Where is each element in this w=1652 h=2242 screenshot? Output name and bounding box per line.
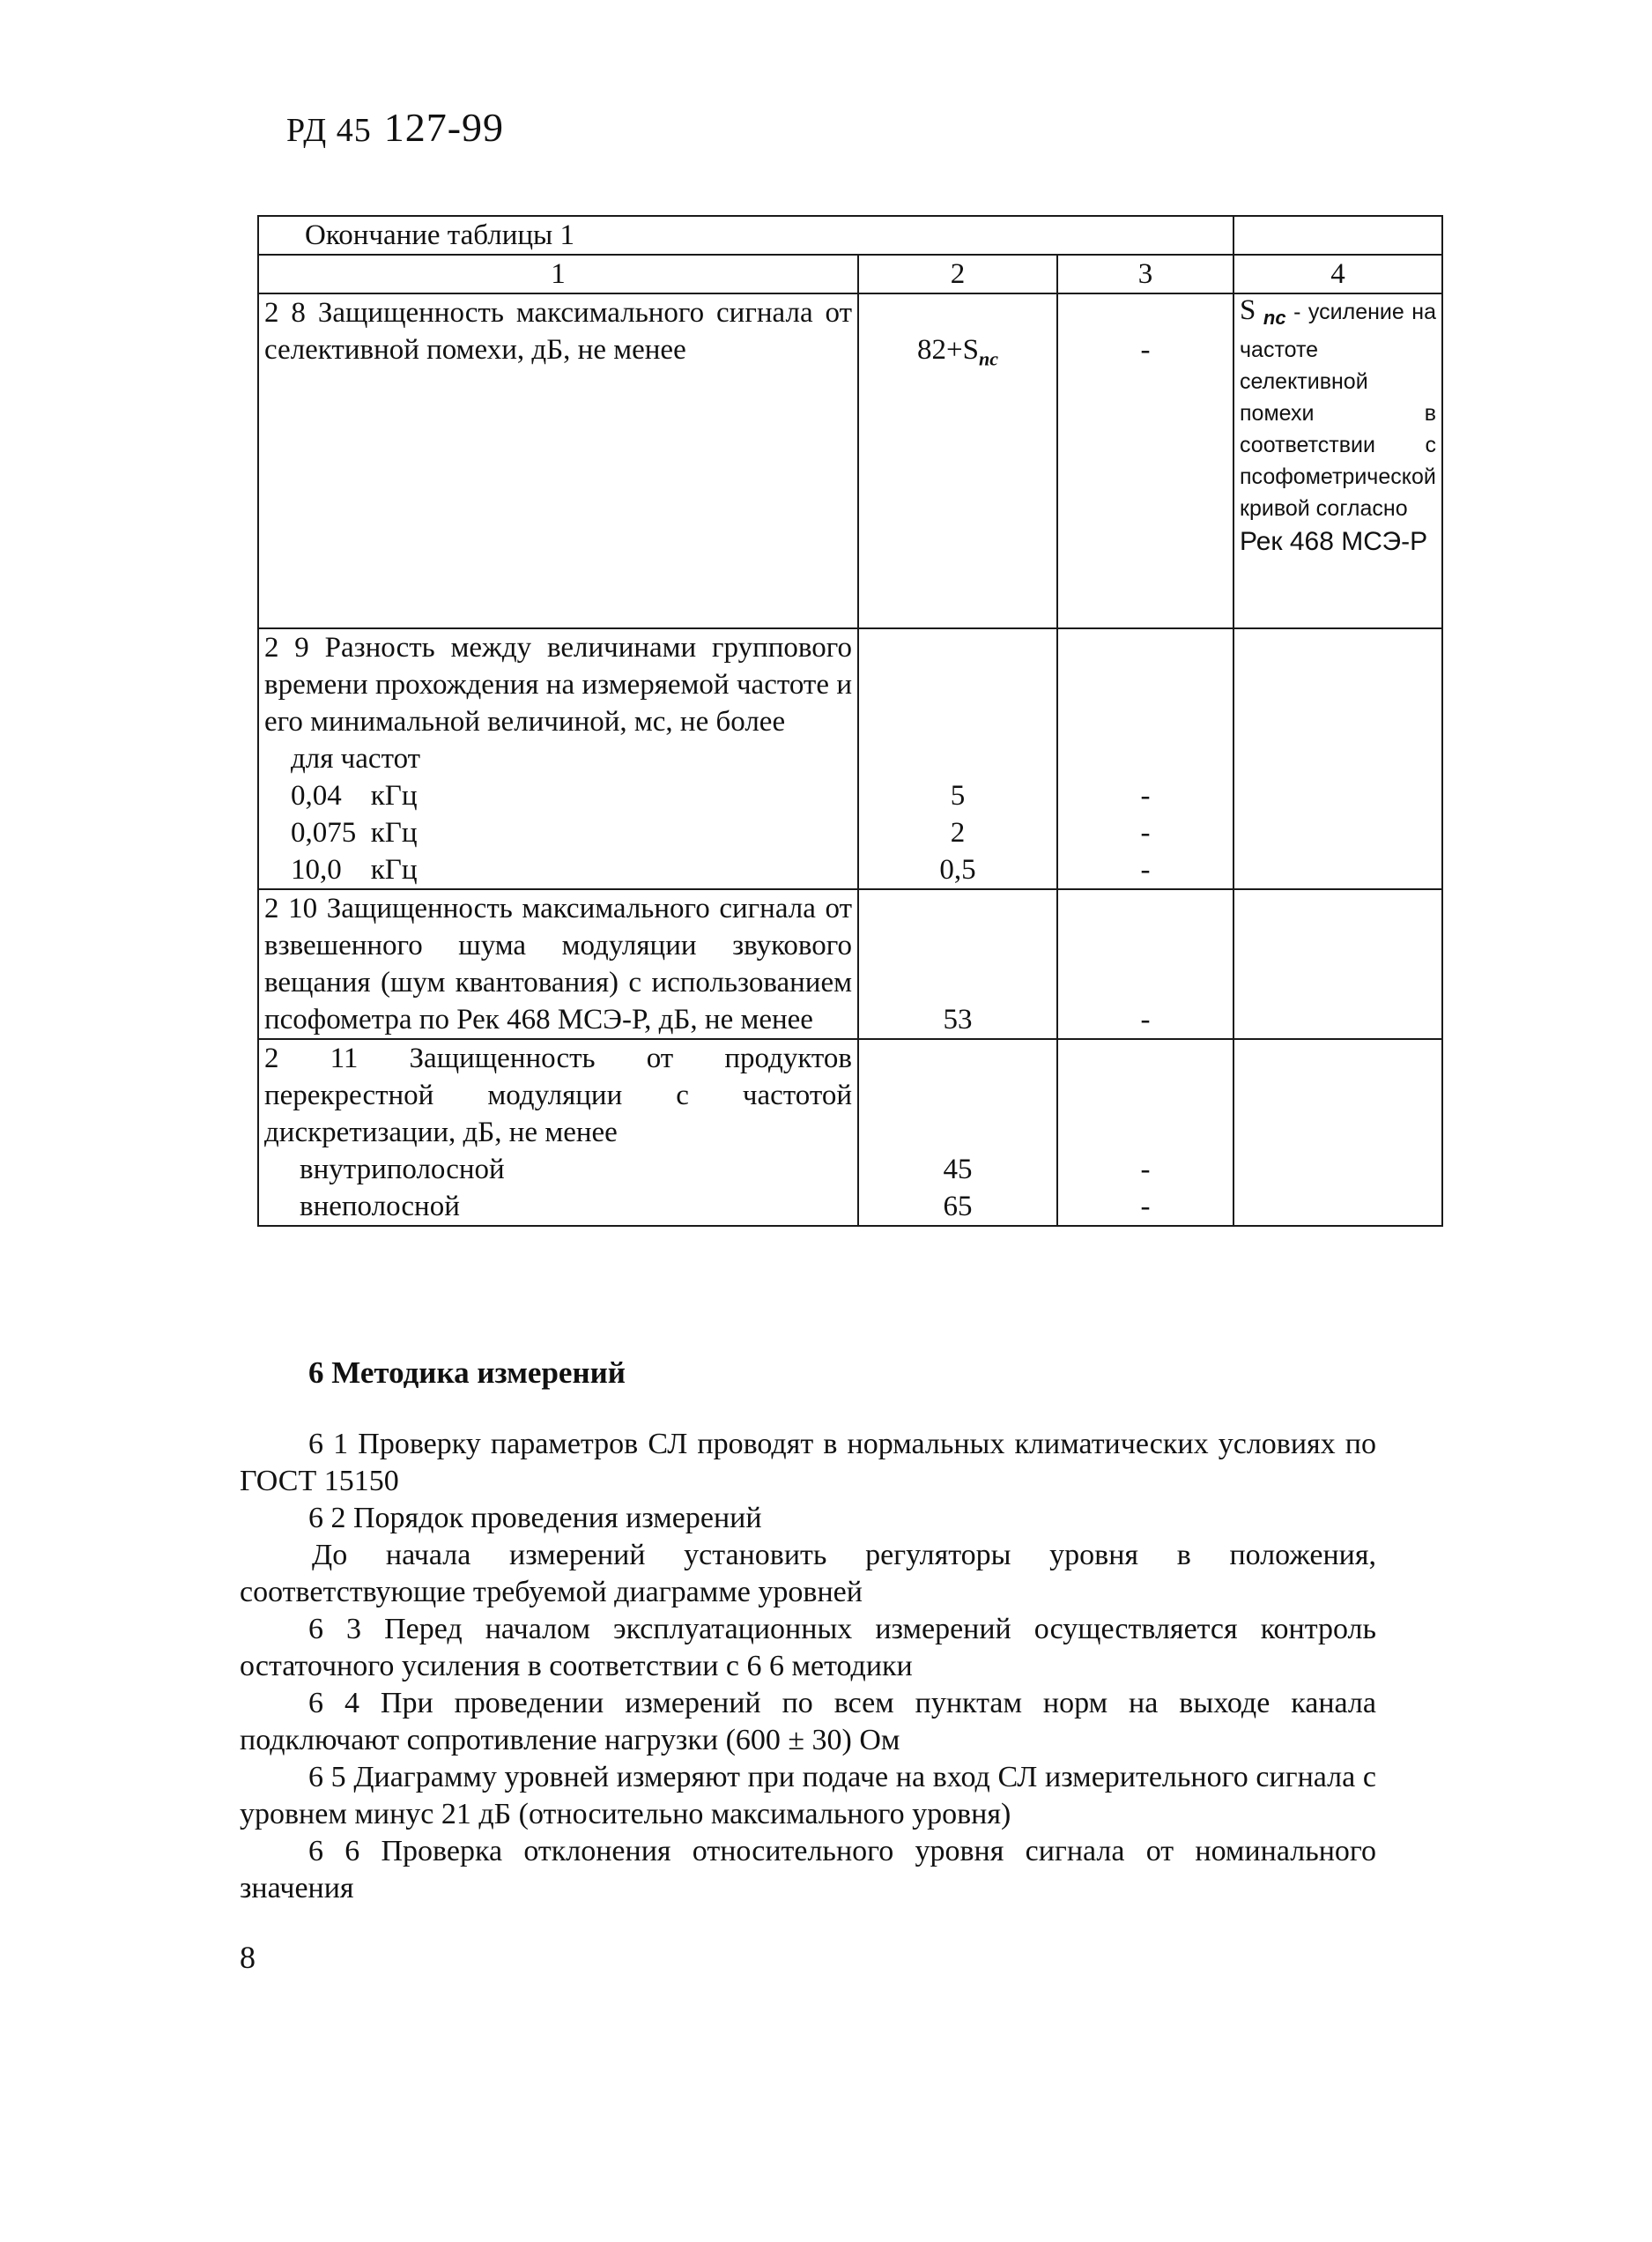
- row-2-8-value-sub: nc: [978, 347, 998, 370]
- row-2-9-note-empty: [1233, 628, 1442, 889]
- row-2-9-col3-mark: -: [1140, 854, 1151, 886]
- paragraph-6-6: 6 6 Проверка отклонения относительного уровня сигнала от номинального значения: [240, 1835, 1376, 1904]
- row-2-8-value: [858, 293, 1057, 628]
- col-header-1: 1: [258, 255, 858, 293]
- col-header-4: 4: [1233, 255, 1442, 293]
- row-2-9-item: [264, 777, 852, 814]
- note-text: - усиление на частоте селективной помехи в соответствии с псофометрической кривой согласно: [1240, 300, 1437, 521]
- row-2-9-value: 5: [950, 780, 966, 812]
- table-caption-empty: [1233, 216, 1442, 255]
- row-2-11-col3-mark: -: [1140, 1191, 1151, 1222]
- col-header-2: 2: [858, 255, 1057, 293]
- note-s-symbol: S: [1240, 294, 1256, 326]
- document-header: [286, 104, 504, 151]
- table-1-continuation: [257, 215, 1443, 1227]
- item-unit: кГц: [370, 854, 418, 886]
- note-rek: Рек 468 МСЭ-Р: [1240, 527, 1428, 556]
- table-row-2-10: [258, 889, 1442, 1039]
- row-2-8-title: 2 8 Защищенность максимального сигнала от селективной помехи, дБ, не менее: [258, 293, 858, 628]
- row-2-9-value: 0,5: [939, 854, 976, 886]
- item-unit: кГц: [370, 817, 418, 849]
- table-row-2-8: [258, 293, 1442, 628]
- item-label: 0,04: [291, 780, 342, 812]
- row-2-9-cell: [258, 628, 858, 889]
- row-2-9-title: 2 9 Разность между величинами группового времени прохождения на измеряемой частоте и его минимальной величиной, мс, не более: [264, 632, 852, 738]
- row-2-11-value: 65: [943, 1191, 973, 1222]
- paragraph-6-4: 6 4 При проведении измерений по всем пунктам норм на выходе канала подключают сопротивление нагрузки (600 ± 30) Ом: [240, 1687, 1376, 1756]
- note-s-sub: nc: [1263, 307, 1286, 329]
- table-row-2-9: [258, 628, 1442, 889]
- row-2-11-item: внутриполосной: [300, 1154, 505, 1185]
- row-2-8-note: [1233, 293, 1442, 628]
- row-2-10-note-empty: [1233, 889, 1442, 1039]
- row-2-11-values: [858, 1039, 1057, 1226]
- row-2-11-item: внеполосной: [300, 1191, 460, 1222]
- row-2-9-sublabel: для частот: [291, 743, 421, 775]
- doc-code-number: 127-99: [383, 105, 505, 150]
- row-2-9-item: [264, 851, 852, 888]
- section-title: 6 Методика измерений: [308, 1355, 626, 1390]
- row-2-9-item: [264, 814, 852, 851]
- row-2-11-value: 45: [943, 1154, 973, 1185]
- row-2-11-cell: [258, 1039, 858, 1226]
- paragraph-6-1: 6 1 Проверку параметров СЛ проводят в нормальных климатических условиях по ГОСТ 15150: [240, 1428, 1376, 1497]
- col-header-3: 3: [1057, 255, 1233, 293]
- row-2-8-value-base: 82+S: [917, 334, 979, 366]
- section-body: [240, 1426, 1376, 1907]
- paragraph-6-2: 6 2 Порядок проведения измерений: [308, 1502, 762, 1534]
- paragraph-6-3: 6 3 Перед началом эксплуатационных измерений осуществляется контроль остаточного усиления в соответствии с 6 6 методики: [240, 1613, 1376, 1682]
- item-label: 0,075: [291, 817, 357, 849]
- page-number: 8: [240, 1940, 256, 1975]
- row-2-10-value: 53: [858, 889, 1057, 1039]
- paragraph-6-2-text: До начала измерений установить регуляторы уровня в положения, соответствующие требуемой диаграмме уровней: [240, 1539, 1376, 1608]
- table-caption: Окончание таблицы 1: [258, 216, 1233, 255]
- row-2-10-title: 2 10 Защищенность максимального сигнала от взвешенного шума модуляции звукового вещания (шум квантования) с использованием псофометра по Рек 468 МСЭ-Р, дБ, не менее: [258, 889, 858, 1039]
- row-2-10-col3: -: [1057, 889, 1233, 1039]
- row-2-9-value: 2: [950, 817, 966, 849]
- row-2-9-values: [858, 628, 1057, 889]
- row-2-9-col3-mark: -: [1140, 817, 1151, 849]
- row-2-11-note-empty: [1233, 1039, 1442, 1226]
- item-label: 10,0: [291, 854, 342, 886]
- doc-code-prefix: РД 45: [286, 112, 372, 149]
- table-caption-row: [258, 216, 1442, 255]
- row-2-9-col3-mark: -: [1140, 780, 1151, 812]
- row-2-11-col3-mark: -: [1140, 1154, 1151, 1185]
- table-row-2-11: [258, 1039, 1442, 1226]
- table-column-numbers: [258, 255, 1442, 293]
- paragraph-6-5: 6 5 Диаграмму уровней измеряют при подаче на вход СЛ измерительного сигнала с уровнем минус 21 дБ (относительно максимального уровня): [240, 1761, 1376, 1830]
- item-unit: кГц: [370, 780, 418, 812]
- row-2-9-col3: [1057, 628, 1233, 889]
- row-2-11-title: 2 11 Защищенность от продуктов перекрестной модуляции с частотой дискретизации, дБ, не менее: [264, 1043, 852, 1148]
- row-2-11-col3: [1057, 1039, 1233, 1226]
- row-2-8-col3: -: [1057, 293, 1233, 628]
